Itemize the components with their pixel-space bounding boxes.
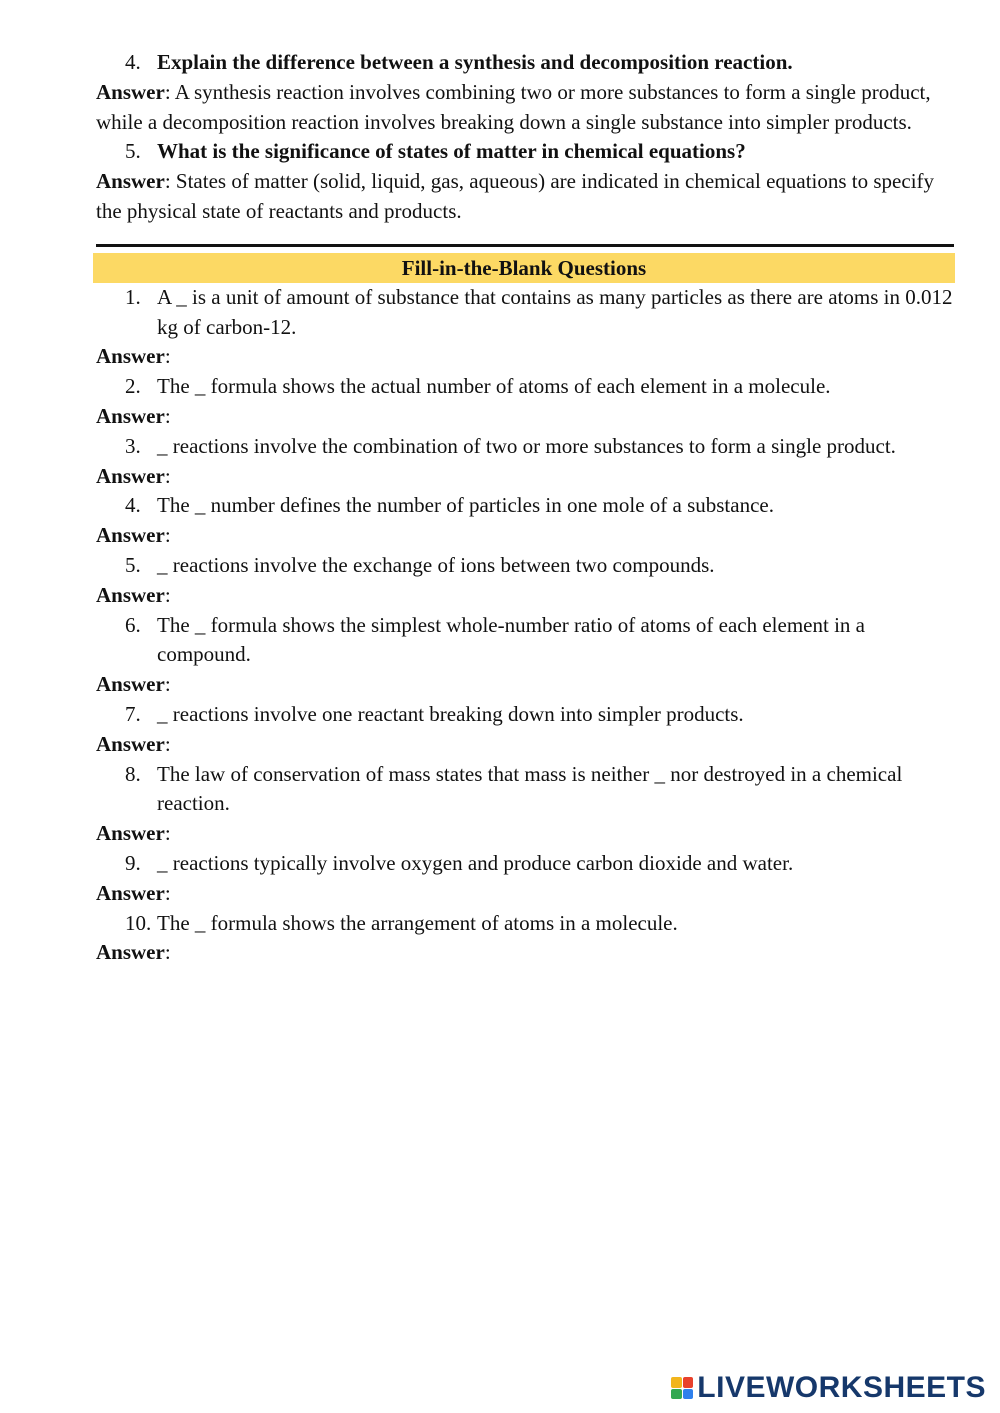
answer-block [96, 730, 954, 760]
question-text: _ reactions involve the exchange of ions between two compounds. [157, 552, 715, 577]
answer-colon: : [164, 880, 171, 905]
answer-label: Answer [96, 940, 165, 965]
answer-label: Answer [96, 169, 165, 194]
fill-in-blank-item [96, 700, 954, 760]
question-text: The _ number defines the number of particles in one mole of a substance. [157, 493, 774, 518]
fill-in-blank-item [96, 372, 954, 432]
logo-text: LIVEWORKSHEETS [697, 1371, 986, 1404]
answer-label: Answer [96, 344, 165, 369]
answer-label: Answer [96, 463, 165, 488]
question-text: A _ is a unit of amount of substance that contains as many particles as there are atoms in 0.012 kg of carbon-12. [157, 284, 953, 339]
question-text: Explain the difference between a synthesis and decomposition reaction. [157, 50, 793, 74]
fill-in-blank-item [96, 491, 954, 551]
question-text: The law of conservation of mass states that mass is neither _ nor destroyed in a chemical reaction. [157, 761, 903, 816]
section-title: Fill-in-the-Blank Questions [93, 253, 955, 283]
question-number: 6. [125, 612, 141, 637]
question-number: 2. [125, 374, 141, 399]
question-text: _ reactions involve the combination of two or more substances to form a single product. [157, 433, 896, 458]
question-number: 5. [125, 552, 141, 577]
answer-colon: : [164, 672, 171, 697]
answer-label: Answer [96, 672, 165, 697]
answer-colon: : [164, 344, 171, 369]
question-text: The _ formula shows the arrangement of atoms in a molecule. [157, 910, 678, 935]
logo-square-icon [671, 1377, 682, 1388]
fill-in-blank-item [96, 760, 954, 849]
liveworksheets-logo [671, 1373, 986, 1403]
question-number: 4. [125, 50, 141, 74]
answer-label: Answer [96, 523, 165, 548]
answer-block [96, 670, 954, 700]
answer-label: Answer [96, 731, 165, 756]
answer-colon: : [164, 940, 171, 965]
fill-in-blank-list [96, 283, 954, 968]
answer-block [96, 402, 954, 432]
question-text: _ reactions involve one reactant breaking down into simpler products. [157, 701, 744, 726]
logo-square-icon [683, 1389, 694, 1400]
answer-colon: : [164, 463, 171, 488]
answer-colon: : [164, 821, 171, 846]
answer-block [96, 78, 954, 138]
answer-text: : States of matter (solid, liquid, gas, aqueous) are indicated in chemical equations to specify the physical state of reactants and products. [96, 169, 935, 223]
open-question-5 [96, 137, 954, 226]
fill-in-blank-item [96, 611, 954, 700]
fill-in-blank-item [96, 909, 954, 969]
question-number: 9. [125, 850, 141, 875]
question-text: The _ formula shows the actual number of atoms of each element in a molecule. [157, 374, 831, 399]
fill-in-blank-item [96, 283, 954, 372]
fill-in-blank-item [96, 551, 954, 611]
logo-mark-icon [671, 1377, 693, 1399]
answer-label: Answer [96, 880, 165, 905]
question-text: What is the significance of states of matter in chemical equations? [157, 139, 746, 164]
question-number: 1. [125, 284, 141, 309]
question-number: 7. [125, 701, 141, 726]
question-number: 5. [125, 139, 141, 164]
logo-square-icon [671, 1389, 682, 1400]
worksheet-page [96, 48, 954, 968]
answer-colon: : [164, 731, 171, 756]
answer-block [96, 581, 954, 611]
answer-block [96, 462, 954, 492]
logo-square-icon [683, 1377, 694, 1388]
answer-label: Answer [96, 79, 165, 104]
question-text: The _ formula shows the simplest whole-number ratio of atoms of each element in a compound. [157, 612, 865, 667]
answer-label: Answer [96, 582, 165, 607]
question-number: 3. [125, 433, 141, 458]
question-text: _ reactions typically involve oxygen and produce carbon dioxide and water. [157, 850, 794, 875]
answer-colon: : [164, 523, 171, 548]
question-number: 4. [125, 493, 141, 518]
answer-block [96, 167, 954, 227]
answer-block [96, 819, 954, 849]
answer-block [96, 938, 954, 968]
answer-colon: : [164, 403, 171, 428]
answer-text: : A synthesis reaction involves combining two or more substances to form a single product, while a decomposition reaction involves breaking down a single substance into simpler products. [96, 79, 931, 134]
answer-label: Answer [96, 403, 165, 428]
answer-label: Answer [96, 821, 165, 846]
fill-in-blank-item [96, 849, 954, 909]
answer-block [96, 342, 954, 372]
answer-block [96, 879, 954, 909]
question-number: 8. [125, 761, 141, 786]
section-divider [96, 244, 954, 247]
answer-colon: : [164, 582, 171, 607]
question-number: 10. [125, 910, 152, 935]
fill-in-blank-item [96, 432, 954, 492]
open-question-4 [96, 48, 954, 137]
answer-block [96, 521, 954, 551]
